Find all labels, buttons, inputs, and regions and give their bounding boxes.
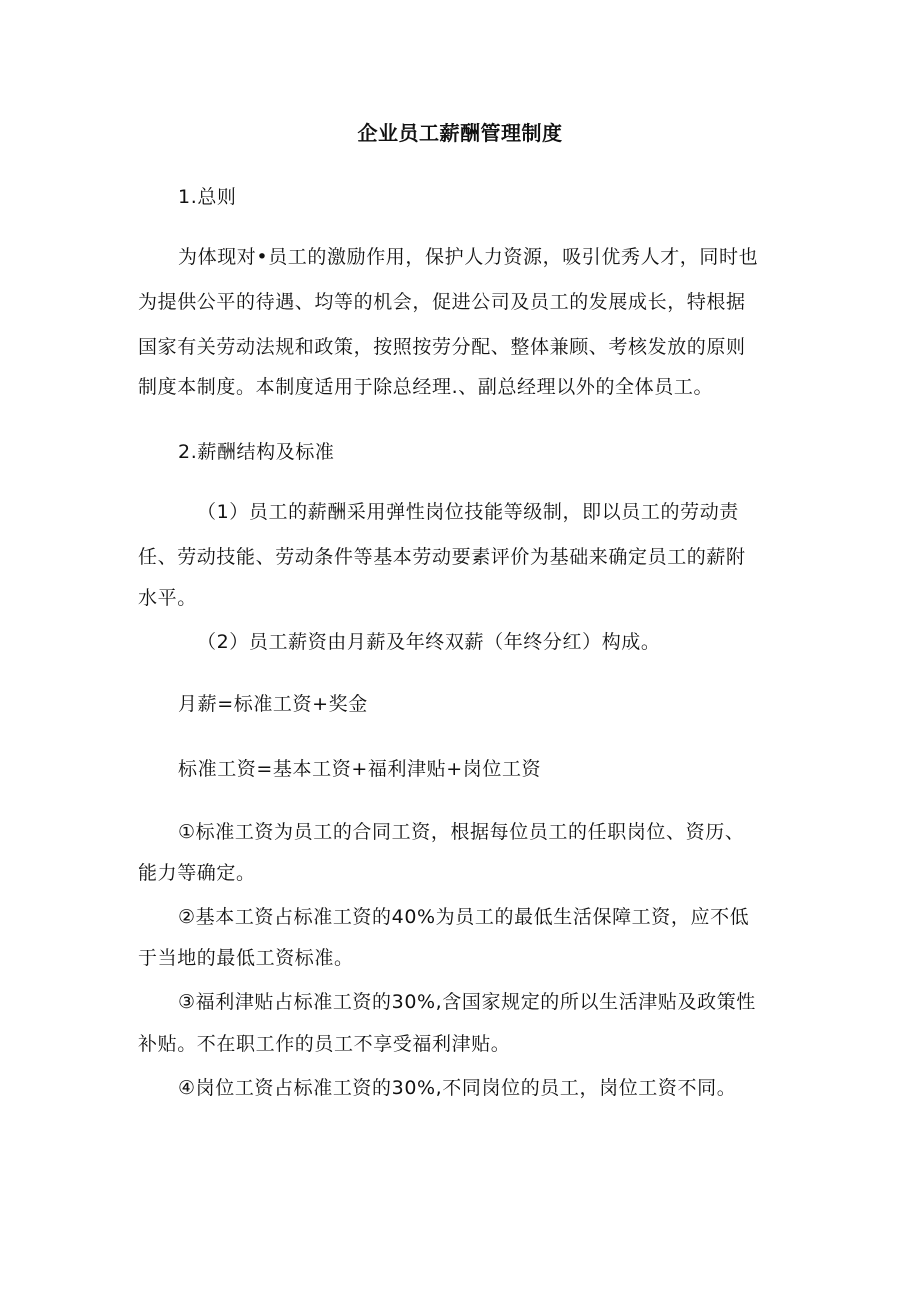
paragraph-line: 水平。 <box>138 587 197 609</box>
paragraph-line: （2）员工薪资由月薪及年终双薪（年终分红）构成。 <box>197 631 661 653</box>
list-item-line: ①标准工资为员工的合同工资，根据每位员工的任职岗位、资历、 <box>178 821 745 843</box>
paragraph-line: 为体现对•员工的激励作用，保护人力资源，吸引优秀人才，同时也 <box>178 246 759 268</box>
list-item-line: 能力等确定。 <box>138 862 256 884</box>
formula-line: 标准工资=基本工资+福利津贴+岗位工资 <box>178 758 542 780</box>
list-item-line: ③福利津贴占标准工资的30%,含国家规定的所以生活津贴及政策性 <box>178 991 756 1013</box>
list-item-line: 于当地的最低工资标准。 <box>138 947 354 969</box>
list-item-line: ②基本工资占标准工资的40%为员工的最低生活保障工资，应不低 <box>178 906 750 928</box>
document-title: 企业员工薪酬管理制度 <box>357 121 563 145</box>
paragraph-line: （1）员工的薪酬采用弹性岗位技能等级制，即以员工的劳动责 <box>197 501 739 523</box>
paragraph-line: 任、劳动技能、劳动条件等基本劳动要素评价为基础来确定员工的薪附 <box>138 546 746 568</box>
paragraph-line: 制度本制度。本制度适用于除总经理.、副总经理以外的全体员工。 <box>138 376 714 398</box>
formula-line: 月薪=标准工资+奖金 <box>178 693 368 715</box>
list-item-line: ④岗位工资占标准工资的30%,不同岗位的员工，岗位工资不同。 <box>178 1077 737 1099</box>
list-item-line: 补贴。不在职工作的员工不享受福利津贴。 <box>138 1033 511 1055</box>
section-heading-general: 1.总则 <box>178 186 237 208</box>
section-heading-salary-structure: 2.薪酬结构及标准 <box>178 441 335 463</box>
paragraph-line: 国家有关劳动法规和政策，按照按劳分配、整体兼顾、考核发放的原则 <box>138 336 746 358</box>
paragraph-line: 为提供公平的待遇、均等的机会，促进公司及员工的发展成长，特根据 <box>138 291 746 313</box>
